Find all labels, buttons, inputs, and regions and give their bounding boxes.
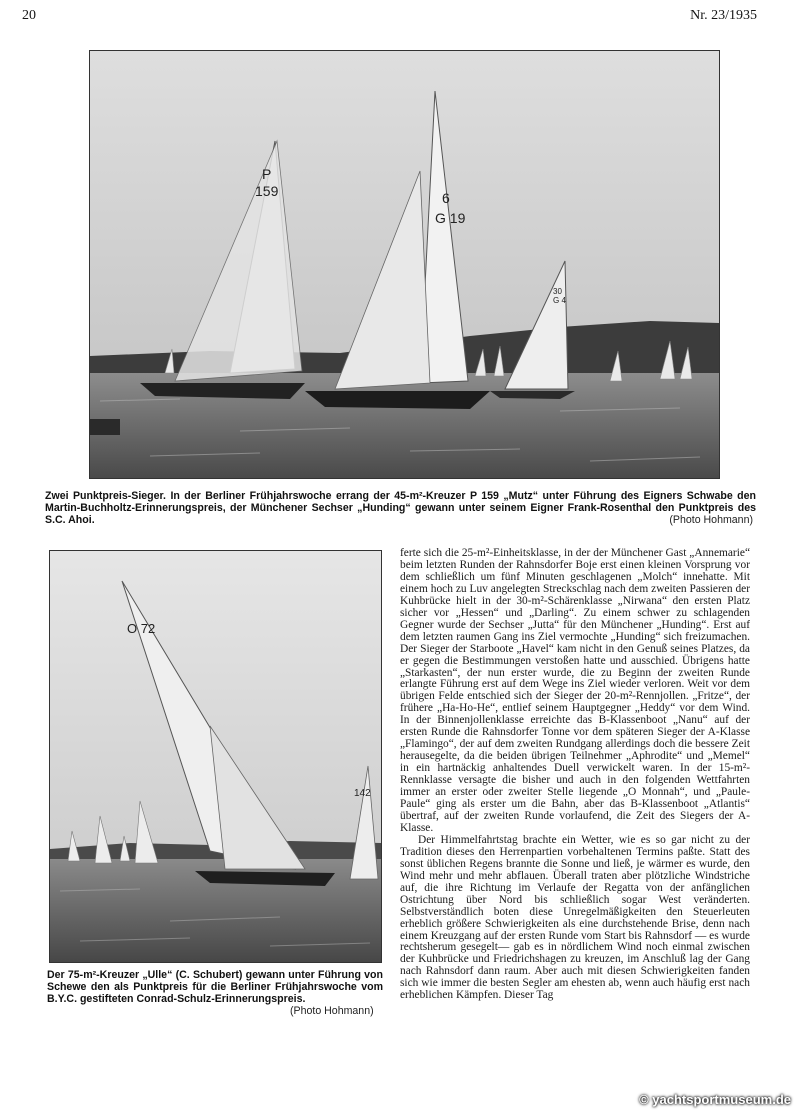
article-column: [400, 548, 750, 1028]
photo-credit-top: (Photo Hohmann): [669, 514, 753, 526]
watermark: © yachtsportmuseum.de: [639, 1092, 791, 1107]
photo-credit-left: (Photo Hohmann): [290, 1005, 374, 1017]
sail-number-o72: O 72: [127, 621, 156, 636]
photo-racing-yachts: [89, 50, 720, 479]
sail-number-159: 159: [255, 183, 279, 199]
caption-top: Zwei Punktpreis-Sieger. In der Berliner Frühjahrswoche errang der 45-m²-Kreuzer P 159 „Mutz“ unter Führung des Eigners Schwabe den Martin-Buchholtz-Erinnerungspreis, der Münchener Sechser „Hunding“ gewann unter seinem Eigner Frank-Rosenthal den Punktpreis des S.C. Ahoi.: [45, 490, 756, 526]
sail-number-g19: G 19: [435, 210, 466, 226]
caption-left: Der 75-m²-Kreuzer „Ulle“ (C. Schubert) gewann unter Führung von Schewe den als Punktpreis für die Berliner Frühjahrswoche vom B.Y.C. gestifteten Conrad-Schulz-Erinnerungspreis.: [47, 969, 383, 1005]
sail-number-g4: G 4: [553, 296, 566, 305]
sail-number-6: 6: [442, 190, 450, 206]
page-number: 20: [22, 8, 36, 23]
sail-number-142: 142: [354, 788, 371, 799]
article-paragraph: Der Himmelfahrtstag brachte ein Wetter, wie es so gar nicht zu der Tradition dieses den Herrenpartien vorbehaltenen Termins paßte. Statt des sonst üblichen Regens brannte die Sonne und ließ, je wärmer es wurde, den Wind mehr und mehr abflauen. Überall traten aber plötzliche Windstriche auf, die ihre Richtung im Verlaufe der Regatta von der anfänglichen Ostrichtung über Nord bis schließlich sogar West veränderten. Selbstverständlich boten diese Unregelmäßigkeiten den Steuerleuten erheblich größere Schwierigkeiten als eine durchstehende Brise, denn nach einem Kreuzgang auf der ersten Runde vom Start bis Rahnsdorf — es wurde rechtsherum gesegelt— gab es in nördlichem Wind noch einmal zwischen der Kuhbrücke und Friedrichshagen zu kreuzen, im Anschluß lag der Gang nach Rahnsdorf dann raum. Aber auch mit diesen Schwierigkeiten fanden sich wie immer die besten Segler am ehesten ab, wenn auch häufig erst nach erheblichen Kämpfen. Dieser Tag: [400, 833, 750, 1002]
article-paragraph: ferte sich die 25-m²-Einheitsklasse, in der der Münchener Gast „Annemarie“ beim letzten Runden der Rahnsdorfer Boje erst einen kleinen Vorsprung vor dem schließlich um fünf Minuten geschlagenen „Molch“ innehatte. Mit einem hoch zu Luv angelegten Streckschlag nach dem zweiten Passieren der Kuhbrücke hielt in der 30-m²-Schärenklasse „Nirwana“ den ersten Platz sicher vor „Hessen“ und „Darling“. Zu einem schwer zu schlagenden Gegner wurde der Sechser „Jutta“ für den Münchener „Hunding“. Erst auf dem letzten raumen Gang ins Ziel vermochte „Hunding“ sich freizumachen. Der Sieger der Starboote „Havel“ kam nicht in den Genuß seines Platzes, da er gegen die Bestimmungen verstoßen hatte und ausschied. Übrigens hatte „Starkasten“, der nun erster wurde, die zu Beginn der zweiten Runde erlangte Führung erst auf dem Wege ins Ziel wieder verloren. Weit vor dem übrigen Felde entschied sich der Sieger der 20-m²-Rennjollen. „Fritze“, der frühere „Ha-Ho-He“, entlief seinem Hauptgegner „Heddy“ vor dem Wind. In der Binnenjollenklasse erreichte das B-Klassenboot „Nanu“ auf der ersten Runde die Rahnsdorfer Tonne vor dem späteren Sieger der A-Klasse „Flamingo“, der auf dem zweiten Rundgang allerdings doch die bessere Zeit herausegelte, da die beiden übrigen Teilnehmer „Aphrodite“ und „Memel“ in ein hartnäckig anhaltendes Duell verwickelt waren. In der 15-m²-Rennklasse versagte die bisher und auch in den folgenden Wettfahrten immer an erster oder zweiter Stelle liegende „O Monnah“, und „Paule-Paule“ ging als erster um die Bahn, aber das B-Klassenboot „Atlantis“ übertraf, auf der zweiten Runde vorlaufend, die Zeit des Siegers der A-Klasse.: [400, 548, 750, 834]
sail-number-p: P: [262, 166, 272, 182]
photo-kreuzer-ulle: [49, 550, 382, 963]
sail-number-30: 30: [553, 287, 562, 296]
issue-number: Nr. 23/1935: [690, 8, 757, 23]
